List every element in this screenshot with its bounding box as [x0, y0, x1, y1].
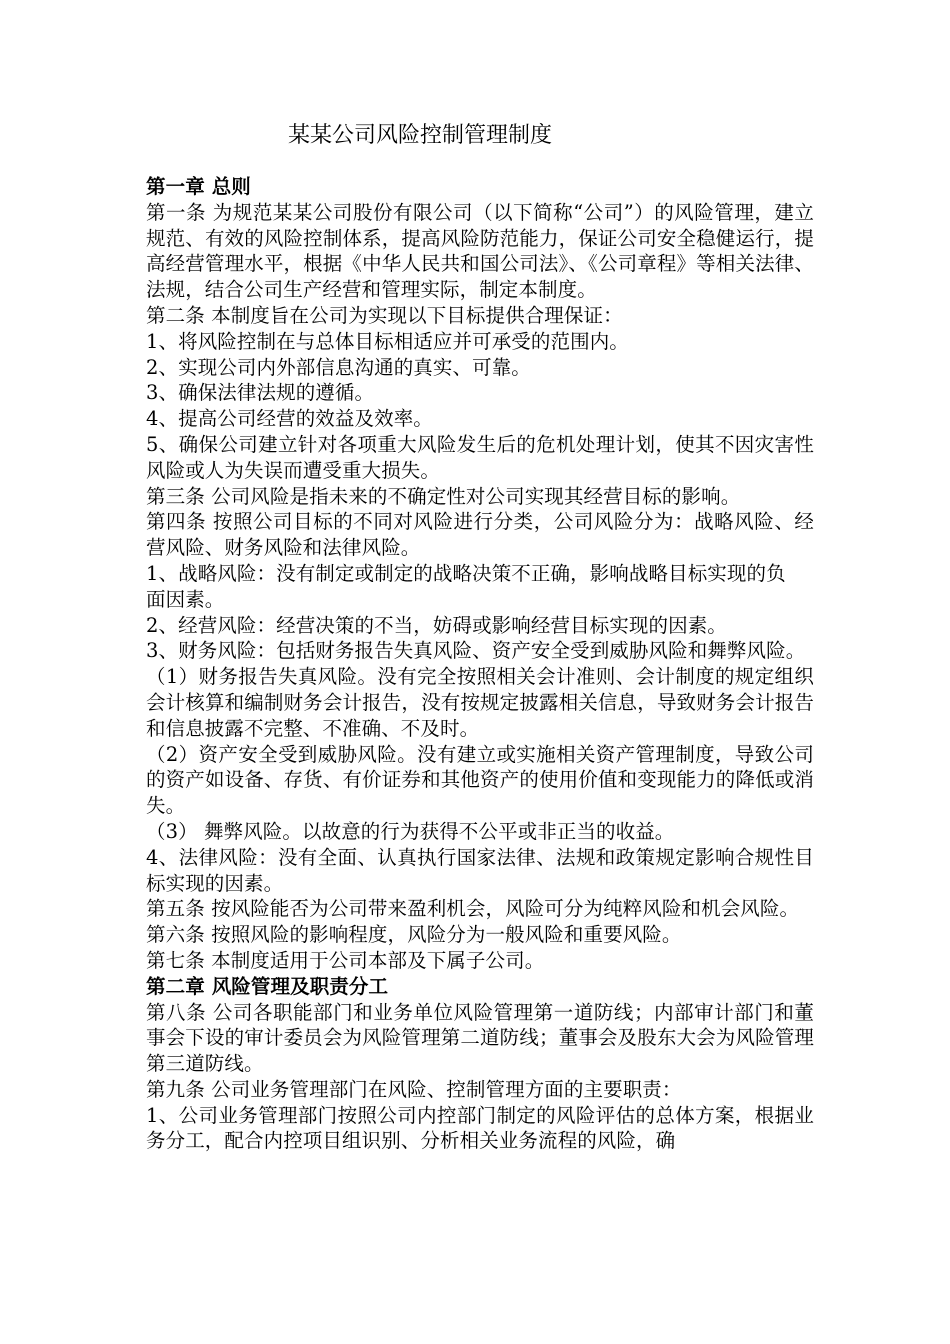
paragraph: 4、提高公司经营的效益及效率。 — [146, 407, 433, 431]
paragraph: 3、财务风险：包括财务报告失真风险、资产安全受到威胁风险和舞弊风险。 — [146, 639, 806, 663]
paragraph: 第三条 公司风险是指未来的不确定性对公司实现其经营目标的影响。 — [146, 484, 741, 508]
paragraph: 第八条 公司各职能部门和业务单位风险管理第一道防线；内部审计部门和董事会下设的审计委员会为风险管理第二道防线；董事会及股东大会为风险管理第三道防线。 — [146, 1000, 814, 1076]
paragraph: 1、将风险控制在与总体目标相适应并可承受的范围内。 — [146, 329, 629, 353]
document-title: 某某公司风险控制管理制度 — [288, 123, 553, 148]
paragraph: 第六条 按照风险的影响程度，风险分为一般风险和重要风险。 — [146, 923, 682, 947]
chapter-heading: 第二章 风险管理及职责分工 — [146, 974, 389, 998]
paragraph: 2、经营风险：经营决策的不当，妨碍或影响经营目标实现的因素。 — [146, 613, 727, 637]
chapter-heading: 第一章 总则 — [146, 175, 251, 198]
paragraph: 第一条 为规范某某公司股份有限公司（以下简称“公司”）的风险管理，建立规范、有效的风险控制体系，提高风险防范能力，保证公司安全稳健运行，提高经营管理水平，根据《中华人民共和国公司法》、《公司章程》等相关法律、法规，结合公司生产经营和管理实际，制定本制度。 — [146, 200, 814, 302]
document-body — [146, 174, 814, 1154]
paragraph: 4、法律风险：没有全面、认真执行国家法律、法规和政策规定影响合规性目标实现的因素。 — [146, 845, 814, 895]
paragraph: 第五条 按风险能否为公司带来盈利机会，风险可分为纯粹风险和机会风险。 — [146, 897, 800, 921]
paragraph: 第二条 本制度旨在公司为实现以下目标提供合理保证： — [146, 303, 623, 327]
paragraph: 1、公司业务管理部门按照公司内控部门制定的风险评估的总体方案，根据业务分工，配合内控项目组识别、分析相关业务流程的风险，确 — [146, 1103, 814, 1153]
document-page — [146, 118, 814, 1154]
paragraph: 第四条 按照公司目标的不同对风险进行分类，公司风险分为：战略风险、经营风险、财务风险和法律风险。 — [146, 510, 814, 560]
paragraph: 2、实现公司内外部信息沟通的真实、可靠。 — [146, 355, 531, 379]
paragraph: 5、确保公司建立针对各项重大风险发生后的危机处理计划，使其不因灾害性风险或人为失误而遭受重大损失。 — [146, 432, 814, 482]
paragraph: （1）财务报告失真风险。没有完全按照相关会计准则、会计制度的规定组织会计核算和编制财务会计报告，没有按规定披露相关信息，导致财务会计报告和信息披露不完整、不准确、不及时。 — [146, 665, 814, 740]
paragraph: 3、确保法律法规的遵循。 — [146, 381, 375, 405]
paragraph: （2）资产安全受到威胁风险。没有建立或实施相关资产管理制度，导致公司的资产如设备、存货、有价证券和其他资产的使用价值和变现能力的降低或消失。 — [146, 742, 814, 818]
paragraph: 第七条 本制度适用于公司本部及下属子公司。 — [146, 948, 545, 972]
paragraph: 第九条 公司业务管理部门在风险、控制管理方面的主要职责： — [146, 1077, 682, 1101]
paragraph: 面因素。 — [146, 587, 225, 611]
paragraph: （3） 舞弊风险。以故意的行为获得不公平或非正当的收益。 — [146, 819, 675, 843]
paragraph: 1、战略风险：没有制定或制定的战略决策不正确，影响战略目标实现的负 — [146, 561, 786, 585]
